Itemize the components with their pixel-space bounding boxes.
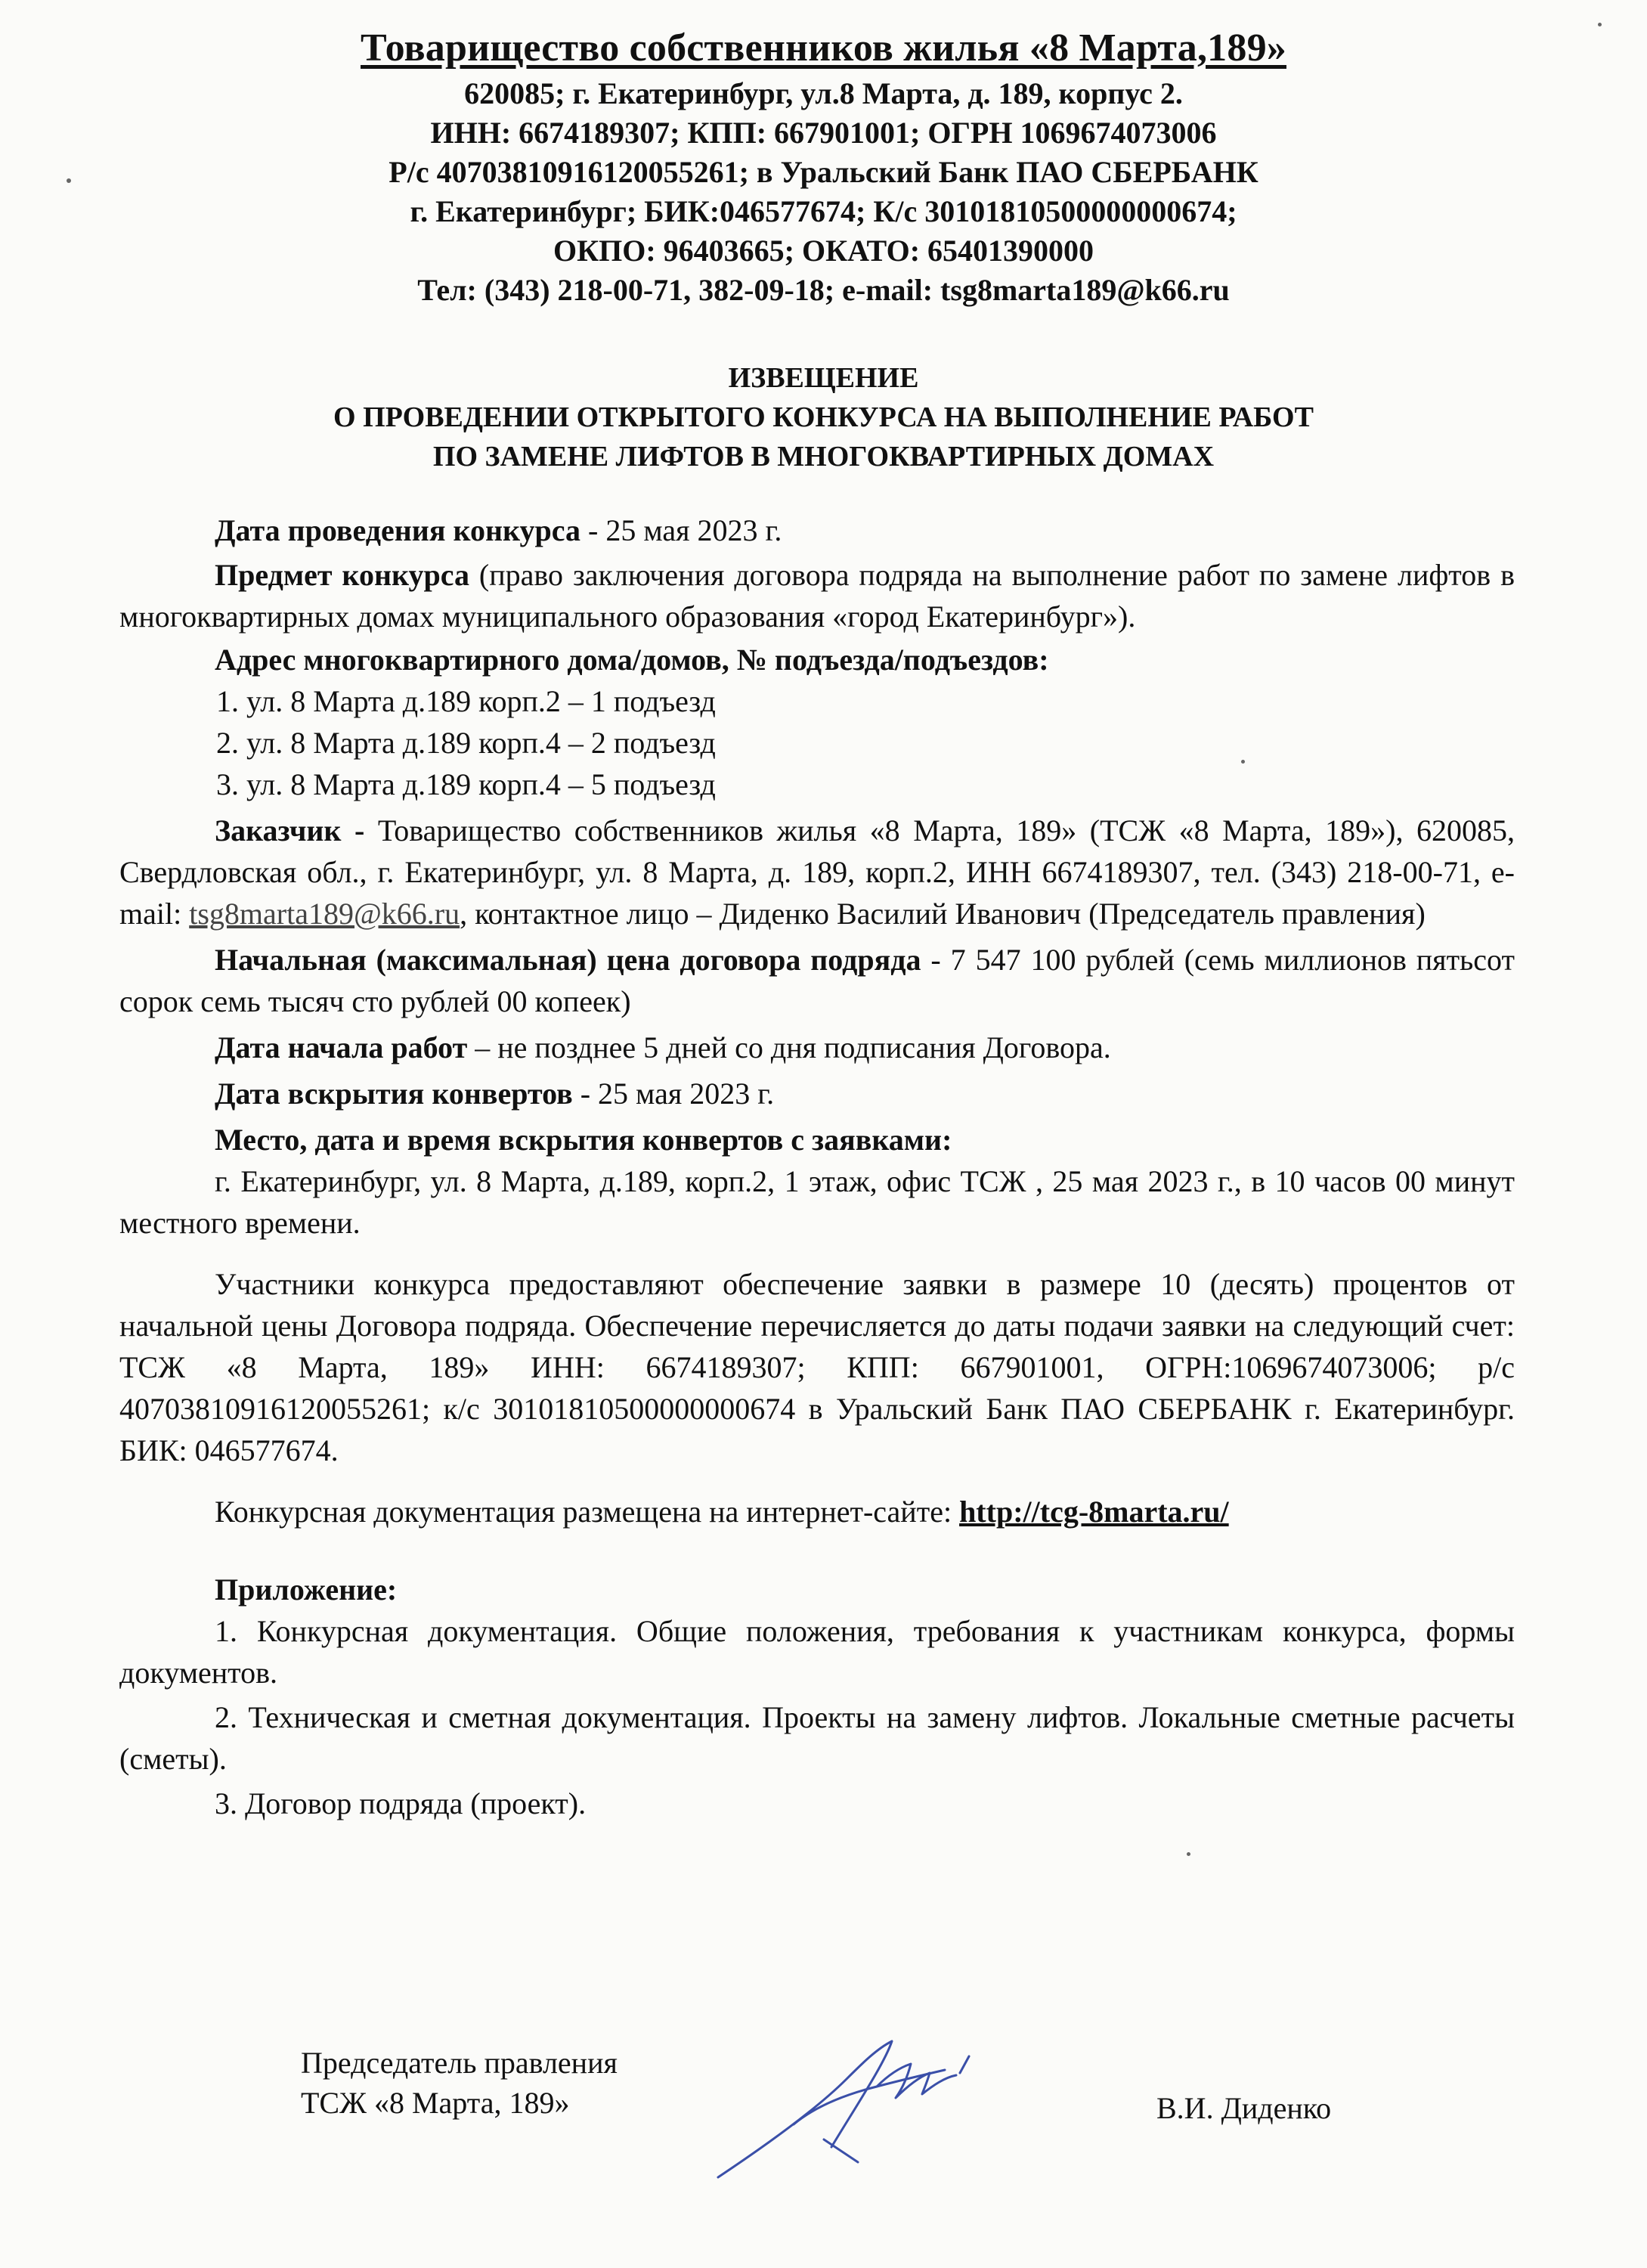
place-label: Место, дата и время вскрытия конвертов с заявками: — [215, 1123, 952, 1157]
okpo-line: ОКПО: 96403665; ОКАТО: 65401390000 — [553, 234, 1094, 268]
organization-title: Товарищество собственников жилья «8 Марта,189» — [361, 26, 1286, 70]
start-date-label: Дата начала работ — [215, 1030, 468, 1064]
contest-date-value: - 25 мая 2023 г. — [580, 513, 782, 547]
appendix-item: 1. Конкурсная документация. Общие положения, требования к участникам конкурса, формы документов. — [119, 1614, 1515, 1690]
price-label: Начальная (максимальная) цена договора подряда — [215, 943, 921, 977]
place-value-paragraph: г. Екатеринбург, ул. 8 Марта, д.189, корп.2, 1 этаж, офис ТСЖ , 25 мая 2023 г., в 10 часов 00 минут местного времени. — [119, 1164, 1515, 1240]
appendix-label-paragraph — [119, 1569, 1515, 1610]
tax-ids-line: ИНН: 6674189307; КПП: 667901001; ОГРН 1069674073006 — [430, 116, 1217, 150]
notice-subtitle-2: ПО ЗАМЕНЕ ЛИФТОВ В МНОГОКВАРТИРНЫХ ДОМАХ — [432, 441, 1215, 472]
opening-date-label: Дата вскрытия конвертов — [215, 1077, 573, 1111]
scan-speck — [1241, 760, 1245, 764]
address-item: 1. ул. 8 Марта д.189 корп.2 – 1 подъезд — [216, 684, 716, 718]
customer-paragraph — [119, 810, 1515, 934]
subject-paragraph — [119, 554, 1515, 637]
opening-date-value: - 25 мая 2023 г. — [572, 1077, 775, 1111]
docs-text: Конкурсная документация размещена на интернет-сайте: — [215, 1495, 960, 1529]
price-paragraph — [119, 939, 1515, 1022]
organization-details — [0, 74, 1647, 310]
docs-site-link[interactable]: http://tcg-8marta.ru/ — [959, 1495, 1229, 1529]
address-item: 2. ул. 8 Марта д.189 корп.4 – 2 подъезд — [216, 726, 716, 760]
scan-speck — [1598, 23, 1602, 26]
scan-speck — [67, 178, 71, 183]
spacer — [119, 1471, 1515, 1491]
spacer — [119, 1244, 1515, 1263]
handwritten-signature — [703, 2034, 1020, 2185]
signatory-title: Председатель правления — [301, 2046, 618, 2080]
spacer — [119, 1532, 1515, 1569]
scan-speck — [1187, 1852, 1190, 1856]
address-item: 3. ул. 8 Марта д.189 корп.4 – 5 подъезд — [216, 767, 716, 801]
opening-date-paragraph — [119, 1073, 1515, 1114]
addresses-label: Адрес многоквартирного дома/домов, № подъезда/подъездов: — [215, 643, 1049, 677]
place-label-paragraph — [119, 1119, 1515, 1160]
signatory-position — [301, 2043, 618, 2123]
start-date-value: – не позднее 5 дней со дня подписания Договора. — [467, 1030, 1111, 1064]
subject-value: (право заключения договора подряда на выполнение работ по замене лифтов в многоквартирных домах муниципального образования «город Екатеринбург»). — [119, 558, 1515, 634]
customer-label: Заказчик - — [215, 813, 365, 847]
signatory-name: В.И. Диденко — [1156, 2091, 1332, 2125]
notice-heading — [0, 358, 1647, 476]
bank-account-line: Р/с 40703810916120055261; в Уральский Банк ПАО СБЕРБАНК — [389, 155, 1258, 189]
start-date-paragraph — [119, 1027, 1515, 1068]
notice-body — [119, 510, 1515, 1824]
phone-email-line: Тел: (343) 218-00-71, 382-09-18; e-mail: tsg8marta189@k66.ru — [417, 273, 1230, 307]
bik-line: г. Екатеринбург; БИК:046577674; К/с 30101810500000000674; — [410, 194, 1237, 228]
appendix-item: 2. Техническая и сметная документация. Проекты на замену лифтов. Локальные сметные расчеты (сметы). — [119, 1700, 1515, 1776]
address-line: 620085; г. Екатеринбург, ул.8 Марта, д. 189, корпус 2. — [464, 76, 1183, 110]
subject-label: Предмет конкурса — [215, 558, 469, 592]
signatory-organization: ТСЖ «8 Марта, 189» — [301, 2086, 570, 2120]
notice-subtitle-1: О ПРОВЕДЕНИИ ОТКРЫТОГО КОНКУРСА НА ВЫПОЛНЕНИЕ РАБОТ — [333, 401, 1314, 433]
addresses-paragraph — [119, 639, 1515, 680]
appendix-item: 3. Договор подряда (проект). — [215, 1786, 587, 1820]
customer-text: Товарищество собственников жилья «8 Марта, 189» (ТСЖ «8 Марта, 189»), 620085, Свердловская обл., г. Екатеринбург, ул. 8 Марта, д. 189, корп.2, ИНН 6674189307, тел. (343) 218-00-71, e-mail: — [119, 813, 1515, 931]
docs-paragraph — [119, 1491, 1515, 1532]
customer-contact: , контактное лицо – Диденко Василий Иванович (Председатель правления) — [460, 897, 1426, 931]
contest-date-label: Дата проведения конкурса — [215, 513, 581, 547]
price-value: - 7 547 100 рублей (семь миллионов пятьсот сорок семь тысяч сто рублей 00 копеек) — [119, 943, 1515, 1018]
appendix-label: Приложение: — [215, 1572, 398, 1606]
customer-email-link[interactable]: tsg8marta189@k66.ru — [189, 897, 460, 931]
security-paragraph: Участники конкурса предоставляют обеспечение заявки в размере 10 (десять) процентов от начальной цены Договора подряда. Обеспечение перечисляется до даты подачи заявки на следующий счет: ТСЖ «8 Марта, 189» ИНН: 6674189307; КПП: 667901001, ОГРН:1069674073006; р/с 40703810916120055261; к/с 30101810500000000674 в Уральский Банк ПАО СБЕРБАНК г. Екатеринбург. БИК: 046577674. — [119, 1267, 1515, 1467]
contest-date-paragraph — [119, 510, 1515, 551]
notice-title: ИЗВЕЩЕНИЕ — [728, 362, 919, 394]
